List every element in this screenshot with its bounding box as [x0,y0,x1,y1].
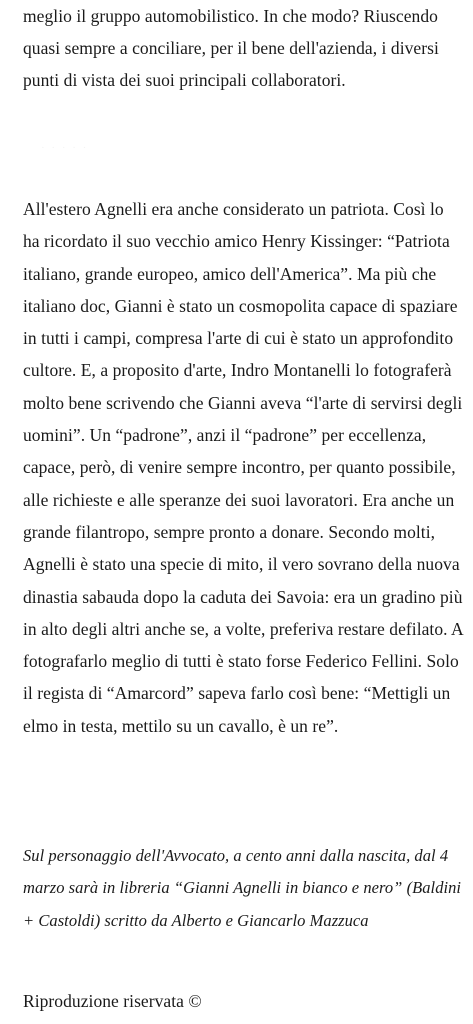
article-paragraph: All'estero Agnelli era anche considerato un patriota. Così lo ha ricordato il suo vecchio amico Henry Kissinger: “Patriota italiano, grande europeo, amico dell'America”. Ma più che italiano doc, Gianni è stato un cosmopolita capace di spaziare in tutti i campi, compresa l'arte di cui è stato un approfondito cultore. E, a proposito d'arte, Indro Montanelli lo fotograferà molto bene scrivendo che Gianni aveva “l'arte di servirsi degli uomini”. Un “padrone”, anzi il “padrone” per eccellenza, capace, però, di venire sempre incontro, per quanto possibile, alle richieste e alle speranze dei suoi lavoratori. Era anche un grande filantropo, sempre pronto a donare. Secondo molti, Agnelli è stato una specie di mito, il vero sovrano della nuova dinastia sabauda dopo la caduta dei Savoia: era un gradino più in alto degli altri anche se, a volte, preferiva restare defilato. A fotografarlo meglio di tutti è stato forse Federico Fellini. Solo il regista di “Amarcord” sapeva farlo così bene: “Mettigli un elmo in testa, mettilo su un cavallo, è un re”. [23,199,463,736]
article-paragraph: meglio il gruppo automobilistico. In che modo? Riuscendo quasi sempre a conciliare, per il bene dell'azienda, i diversi punti di vista dei suoi principali collaboratori. [23,5,439,91]
book-note: Sul personaggio dell'Avvocato, a cento anni dalla nascita, dal 4 marzo sarà in libreria “Gianni Agnelli in bianco e nero” (Baldini + Castoldi) scritto da Alberto e Giancarlo Mazzuca [23,846,462,930]
copyright-notice: Riproduzione riservata © [23,991,202,1011]
faded-ad-marker: · · · · · [41,142,89,154]
